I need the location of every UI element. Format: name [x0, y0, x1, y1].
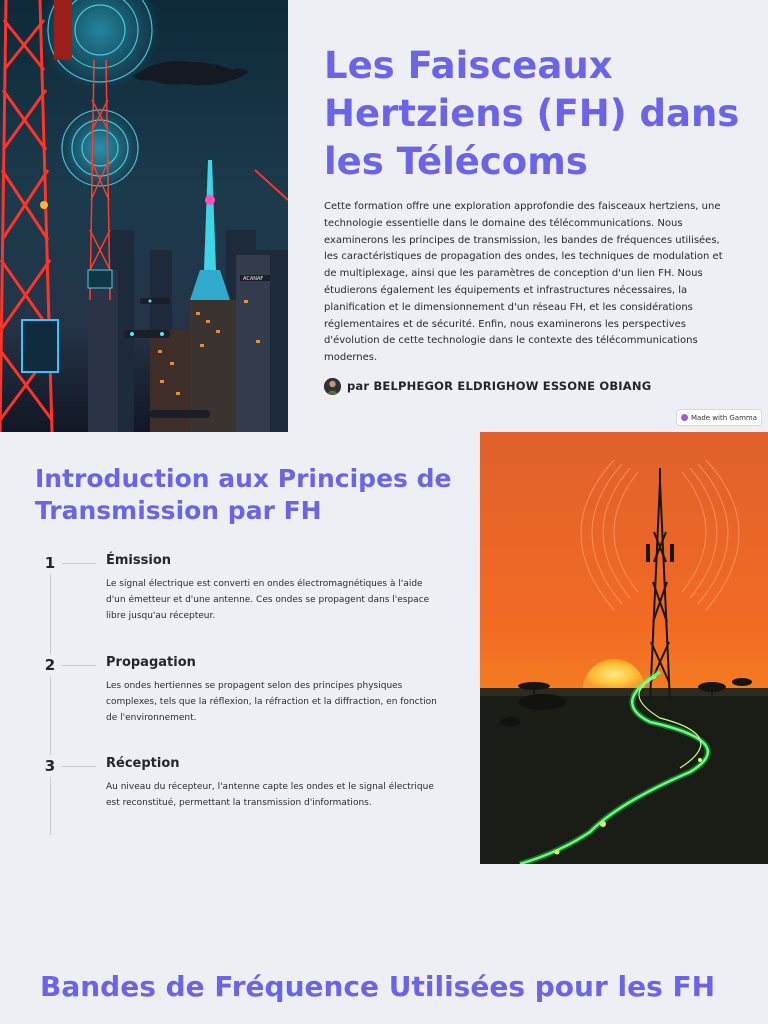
step-connector — [62, 665, 96, 666]
author-name: par BELPHEGOR ELDRIGHOW ESSONE OBIANG — [347, 379, 652, 393]
step-description: Au niveau du récepteur, l'antenne capte les ondes et le signal électrique est reconstitué, permettant la transmission d'informations. — [106, 782, 434, 808]
made-with-gamma-badge[interactable] — [676, 409, 762, 426]
step-number: 2 — [38, 654, 62, 676]
presentation-title: Les Faisceaux Hertziens (FH) dans les Télécoms — [324, 44, 740, 183]
author-byline — [324, 377, 651, 395]
section-title-frequency-bands: Bandes de Fréquence Utilisées pour les FH — [40, 970, 716, 1003]
section-title-principles: Introduction aux Principes de Transmission par FH — [35, 464, 452, 525]
building-sign-text: ACANAF — [243, 276, 264, 282]
timeline-line — [50, 554, 51, 835]
step-connector — [62, 766, 96, 767]
step-number: 3 — [38, 755, 62, 777]
presentation-description: Cette formation offre une exploration approfondie des faisceaux hertziens, une technologie essentielle dans le domaine des télécommunications. Nous examinerons les principes de transmission, les bandes de fréquences utilisées, les caractéristiques de propagation des ondes, les techniques de modulation et de multiplexage, ainsi que les paramètres de conception d'un lien FH. Nous étudierons également les équipements et infrastructures nécessaires, la planification et le dimensionnement d'un réseau FH, et les considérations réglementaires et de sécurité. Enfin, nous examinerons les perspectives d'évolution de cette technologie dans le contexte des télécommunications modernes. — [324, 201, 723, 364]
gamma-logo-icon — [681, 414, 688, 421]
step-description: Les ondes hertiennes se propagent selon des principes physiques complexes, tels que la réflexion, la réfraction et la diffraction, en fonction de l'environnement. — [106, 681, 437, 723]
step-title: Émission — [106, 553, 171, 568]
sunset-tower-image — [480, 432, 768, 864]
step-number: 1 — [38, 552, 62, 574]
step-title: Réception — [106, 756, 180, 771]
cyberpunk-city-telecom-image — [0, 0, 288, 432]
step-description: Le signal électrique est converti en ondes électromagnétiques à l'aide d'un émetteur et d'une antenne. Ces ondes se propagent dans l'espace libre jusqu'au récepteur. — [106, 579, 430, 621]
gamma-badge-label: Made with Gamma — [690, 413, 758, 422]
step-connector — [62, 563, 96, 564]
step-title: Propagation — [106, 655, 196, 670]
avatar — [324, 378, 341, 395]
